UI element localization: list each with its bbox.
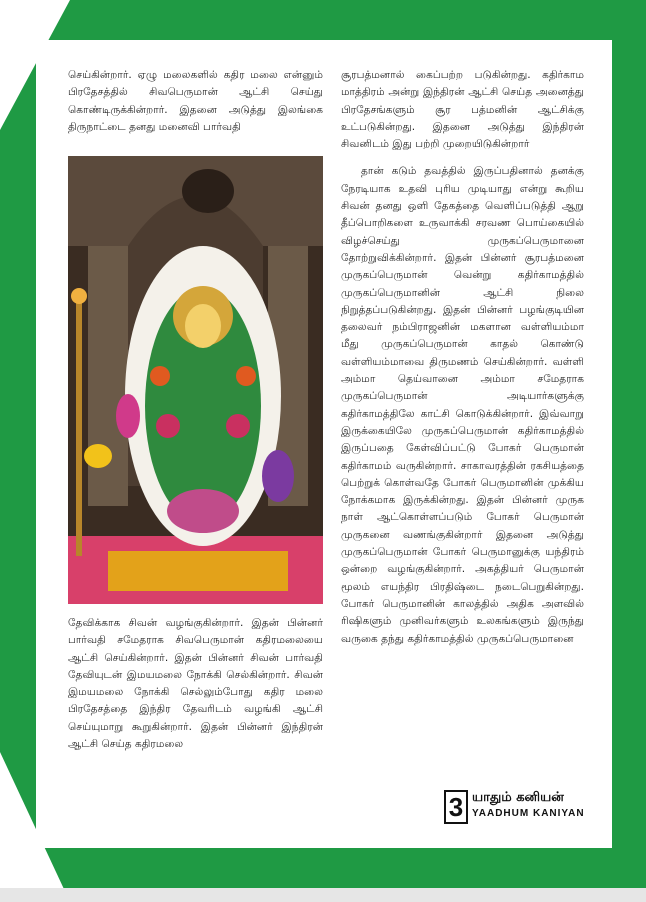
temple-deity-photo <box>68 156 323 604</box>
paragraph: செய்கின்றார். ஏழு மலைகளில் கதிர மலை என்னும் பிரதேசத்தில் சிவபெருமான் ஆட்சி செய்து கொண்டிருக்கின்றார். இதனை அடுத்து இலங்கை திருநாட்டை தனது மனைவி பார்வதி <box>68 69 323 133</box>
logo-tamil-name: யாதும் கனியன் <box>472 790 564 805</box>
magazine-page <box>36 40 612 848</box>
magazine-logo <box>444 790 594 824</box>
left-column-bottom-text <box>68 615 323 775</box>
left-column-top-text <box>68 67 323 159</box>
paragraph: தேவிக்காக சிவன் வழங்குகின்றார். இதன் பின்னர் பார்வதி சமேதராக சிவபெருமான் கதிரமலையை ஆட்சி செய்கின்றார். இதன் பின்னர் சிவன் பார்வதி தேவியுடன் இமயமலை நோக்கி செல்கின்றார். சிவன் இமயமலை நோக்கி செல்லும்போது கதிர மலை பிரதேசத்தை இந்திர தேவரிடம் வழங்கி ஆட்சி செய்யுமாறு கூறுகின்றார். இதன் பின்னர் இந்திரன் ஆட்சி செய்த கதிரமலை <box>68 617 323 751</box>
viewer-bottom-bar <box>0 888 646 902</box>
logo-english-name: YAADHUM KANIYAN <box>472 808 585 819</box>
right-column-text <box>341 67 584 777</box>
page-number: 3 <box>444 790 468 824</box>
paragraph: சூரபத்மனால் கைப்பற்ற படுகின்றது. கதிர்காம மாத்திரம் அன்று இந்திரன் ஆட்சி செய்த அனைத்து பிரதேசங்களும் சூர பத்மனின் ஆட்சிக்கு உட்படுகின்றது. இதனை அடுத்து இந்திரன் சிவனிடம் இது பற்றி முறையிடுகின்றார் <box>341 69 584 151</box>
paragraph: தான் கடும் தவத்தில் இருப்பதினால் தனக்கு நேரடியாக உதவி புரிய முடியாது என்று கூறிய சிவன் தனது ஒளி தேகத்தை வெளிப்படுத்தி ஆறு தீப்பொறிகளை உருவாக்கி சரவண பொய்கையில் விழச்செய்து முருகப்பெருமானை தோற்றுவிக்கின்றார். இதன் பின்னர் சூரபத்மனை முருகப்பெருமான் வென்று கதிர்காமத்தில் முருகப்பெருமானின் ஆட்சி நிலை நிறுத்தப்படுகின்றது. இதன் பின்னர் பழங்குடியின தலைவர் நம்பிராஜனின் மகளான வள்ளியம்மா மீது முருகப்பெருமான் காதல் கொண்டு வள்ளியம்மாவை திருமணம் செய்கின்றார். வள்ளி அம்மா தெய்வானை அம்மா சமேதராக முருகப்பெருமான் அடியார்களுக்கு கதிர்காமத்திலே காட்சி கொடுக்கின்றார். இவ்வாறு இருக்கையிலே முருகப்பெருமான் கதிர்காமத்தில் இருப்பதை கேள்விப்பட்டு போகர் பெருமான் கதிர்காமம் வருகின்றார். சாகாவரத்தின் ரகசியத்தை பெற்றுக் கொள்வதே போகர் பெருமானின் முக்கிய நோக்கமாக இருக்கின்றது. இதன் பின்னர் முருக நாள் ஆட்கொள்ளப்படும் போகர் பெருமான் முருகனை வணங்குகின்றார் இதனை அடுத்து முருகப்பெருமான் போகர் பெருமானுக்கு யந்திரம் ஒன்றை வழங்குகின்றார். அகத்தியர் பெருமான் மூலம் எயந்திர பிரதிஷ்டை நடைபெறுகின்றது. போகர் பெருமானின் காலத்தில் அதிக அளவில் ரிஷிகளும் முனிவர்களும் உலகங்களும் இருந்து வருகை தந்து கதிர்காமத்தில் முருகப்பெருமானை <box>341 165 584 645</box>
